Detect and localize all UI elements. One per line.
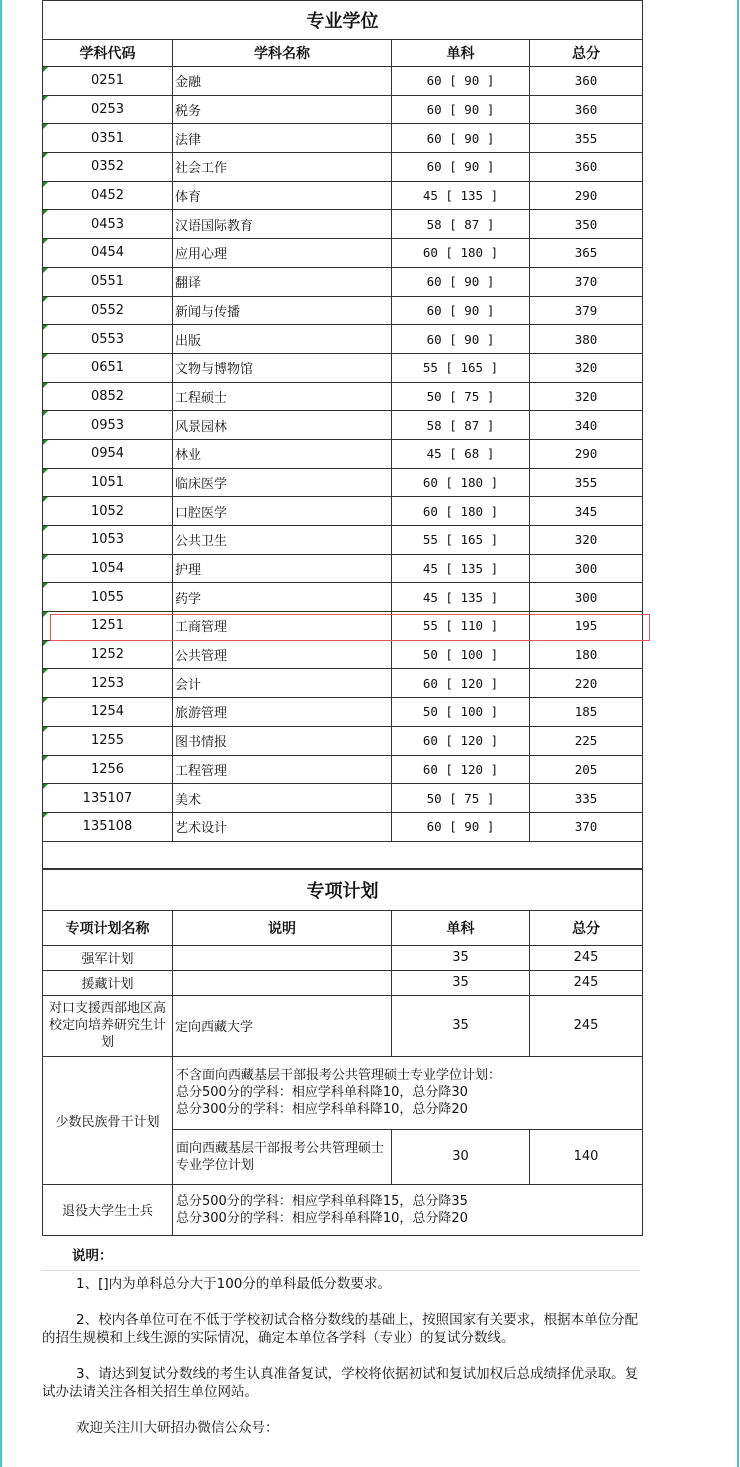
subject-code: 1051 bbox=[43, 468, 173, 497]
subject-code: 135107 bbox=[43, 784, 173, 813]
plan-single: 35 bbox=[392, 945, 530, 970]
total-score: 345 bbox=[530, 497, 643, 526]
table-row bbox=[43, 181, 643, 210]
subject-name: 出版 bbox=[173, 325, 392, 354]
total-score: 185 bbox=[530, 698, 643, 727]
subject-name: 工商管理 bbox=[173, 612, 392, 641]
plan-name: 对口支援西部地区高校定向培养研究生计划 bbox=[43, 995, 173, 1056]
sp-header-name: 专项计划名称 bbox=[43, 910, 173, 945]
plan-name: 强军计划 bbox=[43, 945, 173, 970]
table-row bbox=[43, 669, 643, 698]
table-row bbox=[43, 325, 643, 354]
subject-code: 0251 bbox=[43, 67, 173, 96]
total-score: 379 bbox=[530, 296, 643, 325]
plan-desc-line: 总分300分的学科：相应学科单科降10，总分降20 bbox=[176, 1102, 468, 1118]
professional-degree-title: 专业学位 bbox=[43, 1, 643, 40]
single-score: 45 [ 135 ] bbox=[392, 583, 530, 612]
total-score: 340 bbox=[530, 411, 643, 440]
table-row bbox=[43, 1056, 643, 1129]
table-row bbox=[43, 812, 643, 841]
subject-code: 0553 bbox=[43, 325, 173, 354]
subject-code: 1252 bbox=[43, 640, 173, 669]
total-score: 205 bbox=[530, 755, 643, 784]
plan-desc-line: 不含面向西藏基层干部报考公共管理硕士专业学位计划： bbox=[176, 1068, 502, 1084]
header-code: 学科代码 bbox=[43, 40, 173, 67]
subject-name: 旅游管理 bbox=[173, 698, 392, 727]
note-2: 2、校内各单位可在不低于学校初试合格分数线的基础上，按照国家有关要求，根据本单位分配的招生规模和上线生源的实际情况，确定本单位各学科（专业）的复试分数线。 bbox=[42, 1312, 639, 1346]
subject-code: 1054 bbox=[43, 554, 173, 583]
table-row bbox=[43, 970, 643, 995]
total-score: 300 bbox=[530, 583, 643, 612]
notes-section bbox=[42, 1246, 640, 1437]
plan-desc: 面向西藏基层干部报考公共管理硕士专业学位计划 bbox=[173, 1129, 392, 1184]
total-score: 335 bbox=[530, 784, 643, 813]
special-plan-title: 专项计划 bbox=[43, 869, 643, 910]
subject-name: 汉语国际教育 bbox=[173, 210, 392, 239]
subject-name: 艺术设计 bbox=[173, 812, 392, 841]
plan-name: 援藏计划 bbox=[43, 970, 173, 995]
table-row bbox=[43, 640, 643, 669]
total-score: 355 bbox=[530, 124, 643, 153]
subject-code: 1255 bbox=[43, 726, 173, 755]
single-score: 60 [ 90 ] bbox=[392, 124, 530, 153]
plan-total: 140 bbox=[530, 1129, 643, 1184]
plan-desc bbox=[173, 1056, 643, 1129]
table-row bbox=[43, 726, 643, 755]
table-row bbox=[43, 353, 643, 382]
total-score: 320 bbox=[530, 353, 643, 382]
table-row bbox=[43, 468, 643, 497]
table-row bbox=[43, 67, 643, 96]
total-score: 220 bbox=[530, 669, 643, 698]
professional-degree-table bbox=[42, 0, 643, 869]
single-score: 45 [ 68 ] bbox=[392, 439, 530, 468]
subject-name: 税务 bbox=[173, 95, 392, 124]
table-row bbox=[43, 995, 643, 1056]
plan-total: 245 bbox=[530, 945, 643, 970]
subject-code: 0453 bbox=[43, 210, 173, 239]
subject-name: 公共卫生 bbox=[173, 526, 392, 555]
table-row bbox=[43, 784, 643, 813]
total-score: 355 bbox=[530, 468, 643, 497]
sp-header-total: 总分 bbox=[530, 910, 643, 945]
total-score: 300 bbox=[530, 554, 643, 583]
single-score: 55 [ 165 ] bbox=[392, 353, 530, 382]
table-row bbox=[43, 945, 643, 970]
blank-row bbox=[43, 841, 643, 868]
single-score: 45 [ 135 ] bbox=[392, 554, 530, 583]
subject-name: 新闻与传播 bbox=[173, 296, 392, 325]
subject-name: 翻译 bbox=[173, 267, 392, 296]
subject-name: 应用心理 bbox=[173, 239, 392, 268]
table-row bbox=[43, 612, 643, 641]
single-score: 45 [ 135 ] bbox=[392, 181, 530, 210]
table-row bbox=[43, 267, 643, 296]
single-score: 60 [ 180 ] bbox=[392, 497, 530, 526]
single-score: 60 [ 90 ] bbox=[392, 267, 530, 296]
table-row bbox=[43, 411, 643, 440]
header-total: 总分 bbox=[530, 40, 643, 67]
subject-code: 1254 bbox=[43, 698, 173, 727]
total-score: 320 bbox=[530, 526, 643, 555]
single-score: 50 [ 75 ] bbox=[392, 382, 530, 411]
table-row bbox=[43, 439, 643, 468]
subject-name: 法律 bbox=[173, 124, 392, 153]
plan-desc: 定向西藏大学 bbox=[173, 995, 392, 1056]
single-score: 60 [ 90 ] bbox=[392, 325, 530, 354]
subject-code: 0852 bbox=[43, 382, 173, 411]
single-score: 50 [ 75 ] bbox=[392, 784, 530, 813]
subject-code: 1055 bbox=[43, 583, 173, 612]
single-score: 60 [ 90 ] bbox=[392, 67, 530, 96]
subject-code: 135108 bbox=[43, 812, 173, 841]
single-score: 60 [ 90 ] bbox=[392, 296, 530, 325]
subject-name: 工程管理 bbox=[173, 755, 392, 784]
subject-name: 文物与博物馆 bbox=[173, 353, 392, 382]
subject-name: 风景园林 bbox=[173, 411, 392, 440]
plan-single: 35 bbox=[392, 970, 530, 995]
single-score: 60 [ 120 ] bbox=[392, 726, 530, 755]
single-score: 60 [ 90 ] bbox=[392, 95, 530, 124]
window-frame-left bbox=[0, 0, 2, 1467]
single-score: 60 [ 120 ] bbox=[392, 669, 530, 698]
total-score: 370 bbox=[530, 812, 643, 841]
subject-code: 1052 bbox=[43, 497, 173, 526]
subject-name: 会计 bbox=[173, 669, 392, 698]
subject-name: 公共管理 bbox=[173, 640, 392, 669]
plan-total: 245 bbox=[530, 970, 643, 995]
subject-name: 林业 bbox=[173, 439, 392, 468]
subject-code: 0454 bbox=[43, 239, 173, 268]
subject-code: 1053 bbox=[43, 526, 173, 555]
header-name: 学科名称 bbox=[173, 40, 392, 67]
single-score: 60 [ 90 ] bbox=[392, 812, 530, 841]
notes-title: 说明： bbox=[42, 1246, 640, 1271]
subject-code: 0351 bbox=[43, 124, 173, 153]
window-frame-right bbox=[737, 0, 739, 1467]
total-score: 180 bbox=[530, 640, 643, 669]
plan-single: 35 bbox=[392, 995, 530, 1056]
single-score: 60 [ 180 ] bbox=[392, 239, 530, 268]
total-score: 290 bbox=[530, 181, 643, 210]
sp-header-desc: 说明 bbox=[173, 910, 392, 945]
subject-name: 图书情报 bbox=[173, 726, 392, 755]
subject-code: 1251 bbox=[43, 612, 173, 641]
subject-code: 0651 bbox=[43, 353, 173, 382]
single-score: 55 [ 165 ] bbox=[392, 526, 530, 555]
note-3: 3、请达到复试分数线的考生认真准备复试，学校将依据初试和复试加权后总成绩择优录取。复试办法请关注各相关招生单位网站。 bbox=[42, 1366, 639, 1400]
table-row bbox=[43, 382, 643, 411]
header-single: 单科 bbox=[392, 40, 530, 67]
subject-name: 工程硕士 bbox=[173, 382, 392, 411]
total-score: 370 bbox=[530, 267, 643, 296]
subject-code: 0954 bbox=[43, 439, 173, 468]
subject-name: 社会工作 bbox=[173, 153, 392, 182]
table-row bbox=[43, 583, 643, 612]
table-row bbox=[43, 95, 643, 124]
plan-desc bbox=[173, 1184, 643, 1235]
total-score: 360 bbox=[530, 95, 643, 124]
plan-desc-line: 总分500分的学科：相应学科单科降10，总分降30 bbox=[176, 1085, 468, 1101]
table-row bbox=[43, 497, 643, 526]
single-score: 58 [ 87 ] bbox=[392, 210, 530, 239]
total-score: 380 bbox=[530, 325, 643, 354]
subject-name: 护理 bbox=[173, 554, 392, 583]
subject-code: 1256 bbox=[43, 755, 173, 784]
table-row bbox=[43, 554, 643, 583]
plan-name: 少数民族骨干计划 bbox=[43, 1056, 173, 1184]
special-plan-table bbox=[42, 869, 643, 1236]
table-row bbox=[43, 526, 643, 555]
subject-name: 美术 bbox=[173, 784, 392, 813]
subject-name: 口腔医学 bbox=[173, 497, 392, 526]
subject-code: 0253 bbox=[43, 95, 173, 124]
spreadsheet bbox=[42, 0, 642, 1236]
subject-name: 药学 bbox=[173, 583, 392, 612]
plan-single: 30 bbox=[392, 1129, 530, 1184]
sp-header-single: 单科 bbox=[392, 910, 530, 945]
subject-code: 0551 bbox=[43, 267, 173, 296]
table-row bbox=[43, 153, 643, 182]
total-score: 360 bbox=[530, 153, 643, 182]
total-score: 225 bbox=[530, 726, 643, 755]
plan-desc-line: 总分300分的学科：相应学科单科降10，总分降20 bbox=[176, 1210, 468, 1226]
total-score: 350 bbox=[530, 210, 643, 239]
table-row bbox=[43, 210, 643, 239]
plan-desc-line: 总分500分的学科：相应学科单科降15，总分降35 bbox=[176, 1193, 468, 1209]
subject-code: 0352 bbox=[43, 153, 173, 182]
subject-code: 0953 bbox=[43, 411, 173, 440]
table-row bbox=[43, 755, 643, 784]
subject-name: 临床医学 bbox=[173, 468, 392, 497]
single-score: 60 [ 90 ] bbox=[392, 153, 530, 182]
total-score: 365 bbox=[530, 239, 643, 268]
single-score: 60 [ 180 ] bbox=[392, 468, 530, 497]
total-score: 290 bbox=[530, 439, 643, 468]
single-score: 50 [ 100 ] bbox=[392, 640, 530, 669]
subject-code: 1253 bbox=[43, 669, 173, 698]
plan-total: 245 bbox=[530, 995, 643, 1056]
table-row bbox=[43, 239, 643, 268]
plan-name: 退役大学生士兵 bbox=[43, 1184, 173, 1235]
total-score: 360 bbox=[530, 67, 643, 96]
table-row bbox=[43, 296, 643, 325]
single-score: 60 [ 120 ] bbox=[392, 755, 530, 784]
table-row bbox=[43, 1184, 643, 1235]
total-score: 320 bbox=[530, 382, 643, 411]
subject-code: 0452 bbox=[43, 181, 173, 210]
subject-name: 金融 bbox=[173, 67, 392, 96]
single-score: 58 [ 87 ] bbox=[392, 411, 530, 440]
single-score: 55 [ 110 ] bbox=[392, 612, 530, 641]
subject-code: 0552 bbox=[43, 296, 173, 325]
note-1: 1、[]内为单科总分大于100分的单科最低分数要求。 bbox=[76, 1276, 391, 1292]
total-score: 195 bbox=[530, 612, 643, 641]
subject-name: 体育 bbox=[173, 181, 392, 210]
note-4: 欢迎关注川大研招办微信公众号： bbox=[76, 1420, 279, 1436]
single-score: 50 [ 100 ] bbox=[392, 698, 530, 727]
table-row bbox=[43, 698, 643, 727]
table-row bbox=[43, 124, 643, 153]
